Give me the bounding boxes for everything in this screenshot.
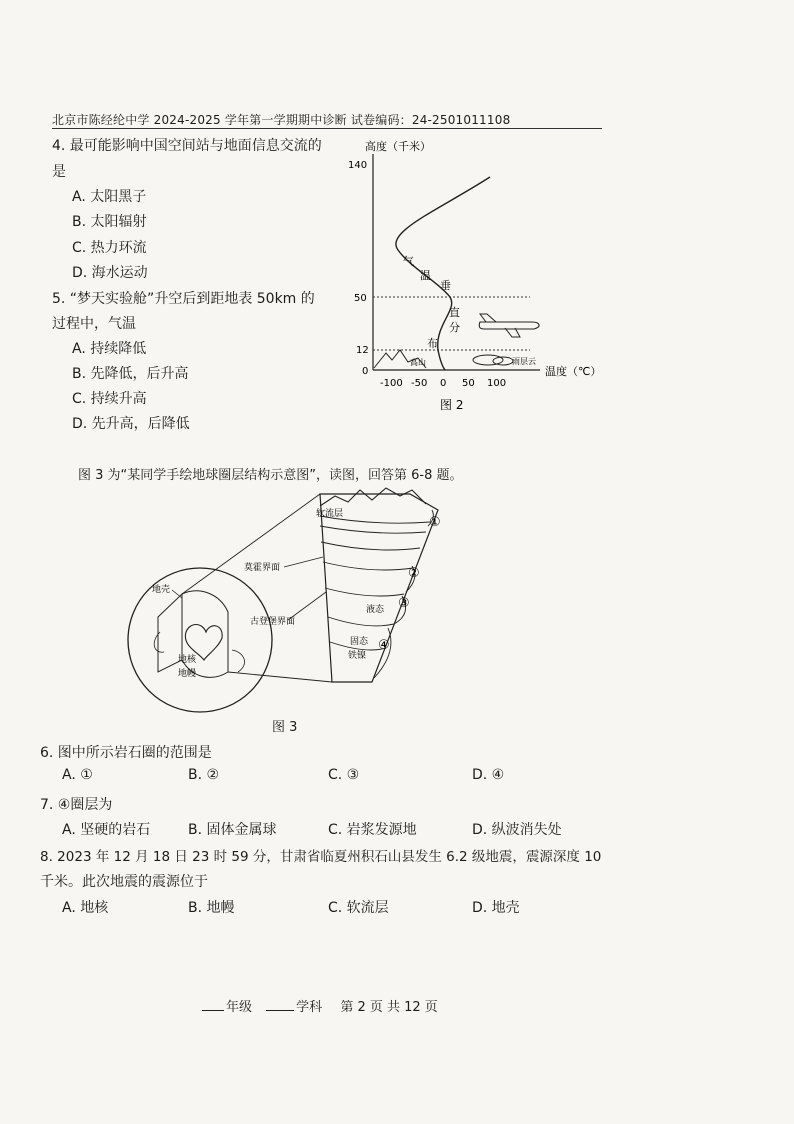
fig2-caption: 图 2 (440, 398, 464, 412)
q4-stem-line2: 是 (52, 164, 66, 180)
q7-stem: 7. ④圈层为 (40, 797, 113, 813)
fig3-label-solid: 固态 (350, 637, 369, 647)
fig3-connector-bottom (228, 672, 332, 682)
fig2-x-axis-label: 温度（℃） (545, 365, 602, 378)
q7-option-c[interactable]: C. 岩浆发源地 (328, 822, 417, 838)
fig3-globe (128, 568, 272, 712)
footer-subject: 学科 (296, 1000, 323, 1015)
fig2-x-tick-neg50: -50 (411, 378, 428, 389)
q4-option-d[interactable]: D. 海水运动 (72, 265, 148, 281)
q7-option-d[interactable]: D. 纵波消失处 (472, 822, 562, 838)
fig3-label-core: 地核 (178, 655, 197, 665)
header-rule (52, 128, 602, 129)
figure3-diagram (120, 482, 460, 738)
fig2-curve-char-1: 气 (403, 255, 414, 268)
q8-stem-line2: 千米。此次地震的震源位于 (40, 874, 208, 890)
figure2-diagram (340, 132, 610, 422)
fig3-caption: 图 3 (272, 720, 298, 735)
subject-blank[interactable] (266, 1010, 294, 1011)
grade-blank[interactable] (202, 1010, 224, 1011)
fig2-cloud-label: 雨层云 (512, 357, 536, 366)
q8-option-c[interactable]: C. 软流层 (328, 900, 389, 916)
q5-option-c[interactable]: C. 持续升高 (72, 391, 147, 407)
fig3-label-moho: 莫霍界面 (244, 563, 281, 573)
fig3-label-iron-nickel: 铁镍 (348, 651, 367, 661)
fig2-curve-char-5: 分 (449, 321, 460, 334)
fig3-connector-top (182, 494, 320, 594)
fig3-label-gutenberg: 古登堡界面 (250, 617, 296, 627)
fig2-temperature-curve (396, 177, 490, 370)
q6-option-d[interactable]: D. ④ (472, 767, 505, 783)
q7-option-b[interactable]: B. 固体金属球 (188, 822, 277, 838)
fig2-curve-char-6: 布 (427, 337, 438, 350)
page-footer (202, 996, 438, 1015)
q5-option-d[interactable]: D. 先升高，后降低 (72, 416, 190, 432)
exam-header: 北京市陈经纶中学 2024-2025 学年第一学期期中诊断 试卷编码：24-2501011108 (52, 113, 511, 127)
q6-option-b[interactable]: B. ② (188, 767, 220, 783)
fig2-x-tick-neg100: -100 (380, 378, 403, 389)
fig2-y-tick-12: 12 (356, 345, 369, 356)
fig2-y-tick-50: 50 (354, 293, 367, 304)
q4-option-a[interactable]: A. 太阳黑子 (72, 189, 147, 205)
fig2-curve-char-4: 直 (449, 306, 460, 319)
q8-option-d[interactable]: D. 地壳 (472, 900, 520, 916)
q5-option-b[interactable]: B. 先降低，后升高 (72, 366, 189, 382)
fig2-y-axis-label: 高度（千米） (365, 140, 431, 153)
footer-page: 第 2 页 共 12 页 (340, 1000, 438, 1015)
fig2-y-tick-140: 140 (348, 160, 368, 171)
q6-option-a[interactable]: A. ① (62, 767, 93, 783)
fig2-curve-char-3: 垂 (440, 279, 451, 292)
fig3-marker-4: ④ (378, 638, 390, 653)
fig3-marker-1: ① (429, 515, 441, 530)
q4-stem-line1: 4. 最可能影响中国空间站与地面信息交流的 (52, 138, 322, 154)
fig3-label-crust: 地壳 (152, 585, 171, 595)
q5-stem-line2: 过程中，气温 (52, 316, 136, 332)
fig3-marker-2: ② (408, 566, 420, 581)
fig2-y-tick-0: 0 (362, 366, 369, 377)
fig3-marker-3: ③ (398, 596, 410, 611)
fig3-label-asthenosphere: 软流层 (316, 509, 344, 519)
airplane-icon (479, 314, 539, 337)
fig2-x-tick-0: 0 (440, 378, 447, 389)
q4-option-b[interactable]: B. 太阳辐射 (72, 214, 147, 230)
fig2-curve-char-2: 温 (420, 269, 431, 282)
q8-option-a[interactable]: A. 地核 (62, 900, 109, 916)
fig3-label-liquid: 液态 (366, 605, 385, 615)
fig3-intro: 图 3 为“某同学手绘地球圈层结构示意图”，读图，回答第 6-8 题。 (78, 468, 463, 483)
q5-option-a[interactable]: A. 持续降低 (72, 341, 147, 357)
q8-option-b[interactable]: B. 地幔 (188, 900, 235, 916)
cloud-icon (473, 355, 513, 365)
q5-stem-line1: 5. “梦天实验舱”升空后到距地表 50km 的 (52, 291, 315, 307)
q4-option-c[interactable]: C. 热力环流 (72, 240, 147, 256)
fig2-x-tick-50: 50 (462, 378, 475, 389)
q8-stem-line1: 8. 2023 年 12 月 18 日 23 时 59 分，甘肃省临夏州积石山县发生 6.2 级地震，震源深度 10 (40, 849, 602, 865)
q6-option-c[interactable]: C. ③ (328, 767, 360, 783)
fig2-mountain-label: 高山 (410, 358, 426, 367)
q7-option-a[interactable]: A. 坚硬的岩石 (62, 822, 151, 838)
fig2-x-tick-100: 100 (487, 378, 507, 389)
fig3-mountain-crest (320, 488, 426, 506)
q6-stem: 6. 图中所示岩石圈的范围是 (40, 745, 212, 761)
footer-grade: 年级 (226, 1000, 253, 1015)
fig3-label-mantle: 地幔 (178, 669, 197, 679)
